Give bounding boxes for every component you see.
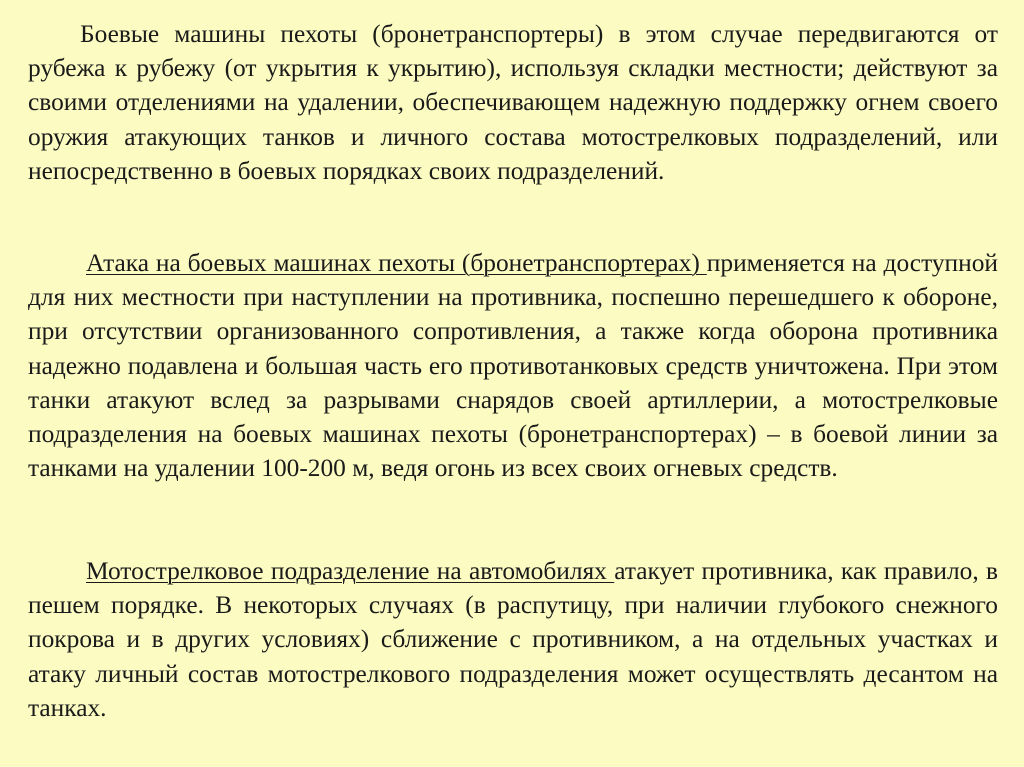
paragraph-motorized-on-vehicles [28, 554, 998, 725]
paragraph-text: применяется на доступной для них местности при наступлении на противника, поспешно перешедшего к обороне, при отсутствии организованного сопротивления, а также когда оборона противника надежно подавлена и большая часть его противотанковых средств уничтожена. При этом танки атакуют вслед за разрывами снарядов своей артиллерии, а мотострелковые подразделения на боевых машинах пехоты (бронетранспортерах) – в боевой линии за танками на удалении 100-200 м, ведя огонь из всех своих огневых средств. [28, 249, 998, 483]
paragraph-attack-on-bmp [28, 246, 998, 485]
paragraph-text: атакует противника, как правило, в пешем порядке. В некоторых случаях (в распутицу, при наличии глубокого снежного покрова и в других условиях) сближение с противником, а на отдельных участках и атаку личный состав мотострелкового подразделения может осуществлять десантом на танках. [28, 557, 998, 722]
paragraph-heading-underlined: Атака на боевых машинах пехоты (бронетранспортерах) [86, 249, 707, 277]
paragraph-bmp-movement [28, 17, 998, 188]
paragraph-text: Боевые машины пехоты (бронетранспортеры) в этом случае передвигаются от рубежа к рубежу (от укрытия к укрытию), используя складки местности; действуют за своими отделениями на удалении, обеспечивающем надежную поддержку огнем своего оружия атакующих танков и личного состава мотострелковых подразделений, или непосредственно в боевых порядках своих подразделений. [28, 20, 998, 185]
paragraph-heading-underlined: Мотострелковое подразделение на автомобилях [86, 557, 615, 585]
